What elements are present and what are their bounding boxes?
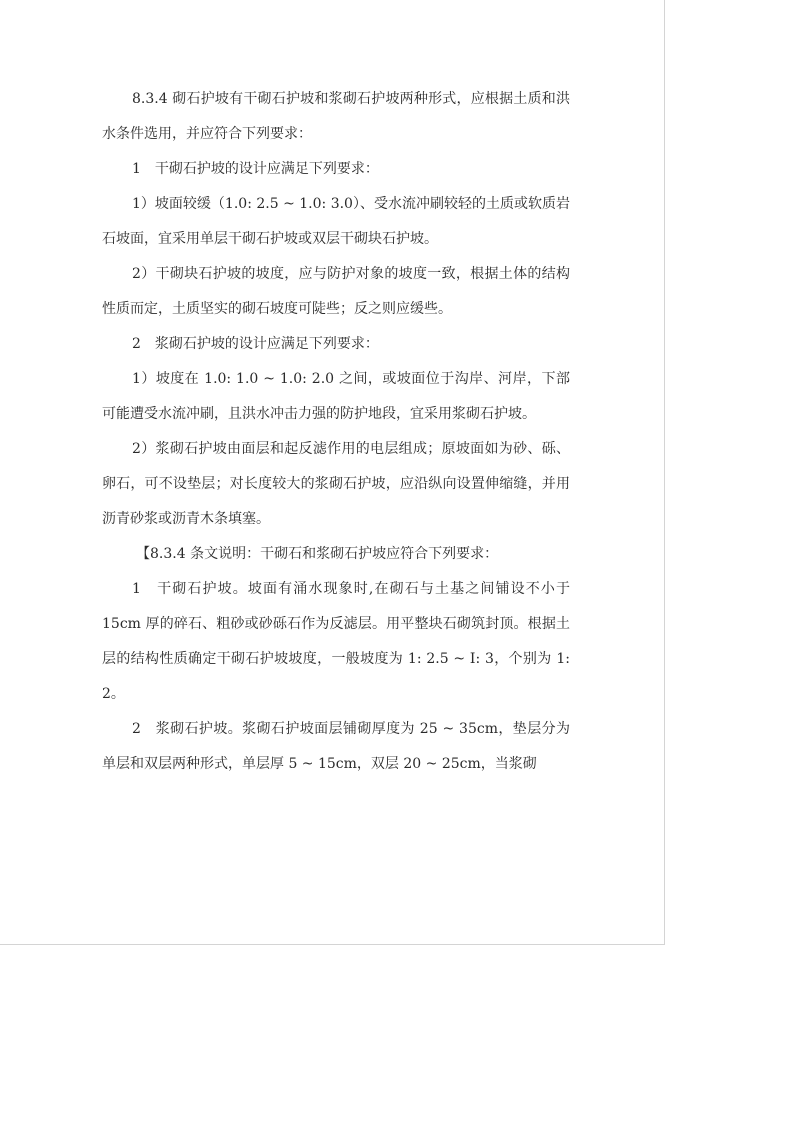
- subitem-1-2: 2）干砌块石护坡的坡度，应与防护对象的坡度一致，根据土体的结构性质而定，土质坚实的砌石坡度可陡些；反之则应缓些。: [102, 266, 570, 317]
- document-body: [102, 82, 570, 782]
- subitem-1-1: 1）坡面较缓（1.0: 2.5 ~ 1.0: 3.0）、受水流冲刷较轻的土质或软质岩石坡面，宜采用单层干砌石护坡或双层干砌块石护坡。: [102, 196, 570, 247]
- clause-explanation-heading: 【8.3.4 条文说明：干砌石和浆砌石护坡应符合下列要求：: [136, 546, 499, 562]
- item-1-dry-masonry: 1 干砌石护坡的设计应满足下列要求：: [132, 161, 379, 177]
- explanation-item-1: 1 干砌石护坡。坡面有涌水现象时,在砌石与土基之间铺设不小于 15cm 厚的碎石、粗砂或砂砾石作为反滤层。用平整块石砌筑封顶。根据土层的结构性质确定干砌石护坡坡度，一般坡度为 1: 2.5 ~ I: 3，个别为 1: 2。: [102, 581, 570, 702]
- subitem-2-1: 1）坡度在 1.0: 1.0 ~ 1.0: 2.0 之间，或坡面位于沟岸、河岸，下部可能遭受水流冲刷，且洪水冲击力强的防护地段，宜采用浆砌石护坡。: [102, 371, 570, 422]
- subitem-2-2: 2）浆砌石护坡由面层和起反滤作用的电层组成；原坡面如为砂、砾、卵石，可不设垫层；对长度较大的浆砌石护坡，应沿纵向设置伸缩缝，并用沥青砂浆或沥青木条填塞。: [102, 441, 570, 527]
- clause-heading-8-3-4: 8.3.4 砌石护坡有干砌石护坡和浆砌石护坡两种形式，应根据土质和洪水条件选用，并应符合下列要求：: [102, 91, 570, 142]
- explanation-item-2: 2 浆砌石护坡。浆砌石护坡面层铺砌厚度为 25 ~ 35cm，垫层分为单层和双层两种形式，单层厚 5 ~ 15cm，双层 20 ~ 25cm，当浆砌: [102, 721, 570, 772]
- item-2-mortar-masonry: 2 浆砌石护坡的设计应满足下列要求：: [132, 336, 379, 352]
